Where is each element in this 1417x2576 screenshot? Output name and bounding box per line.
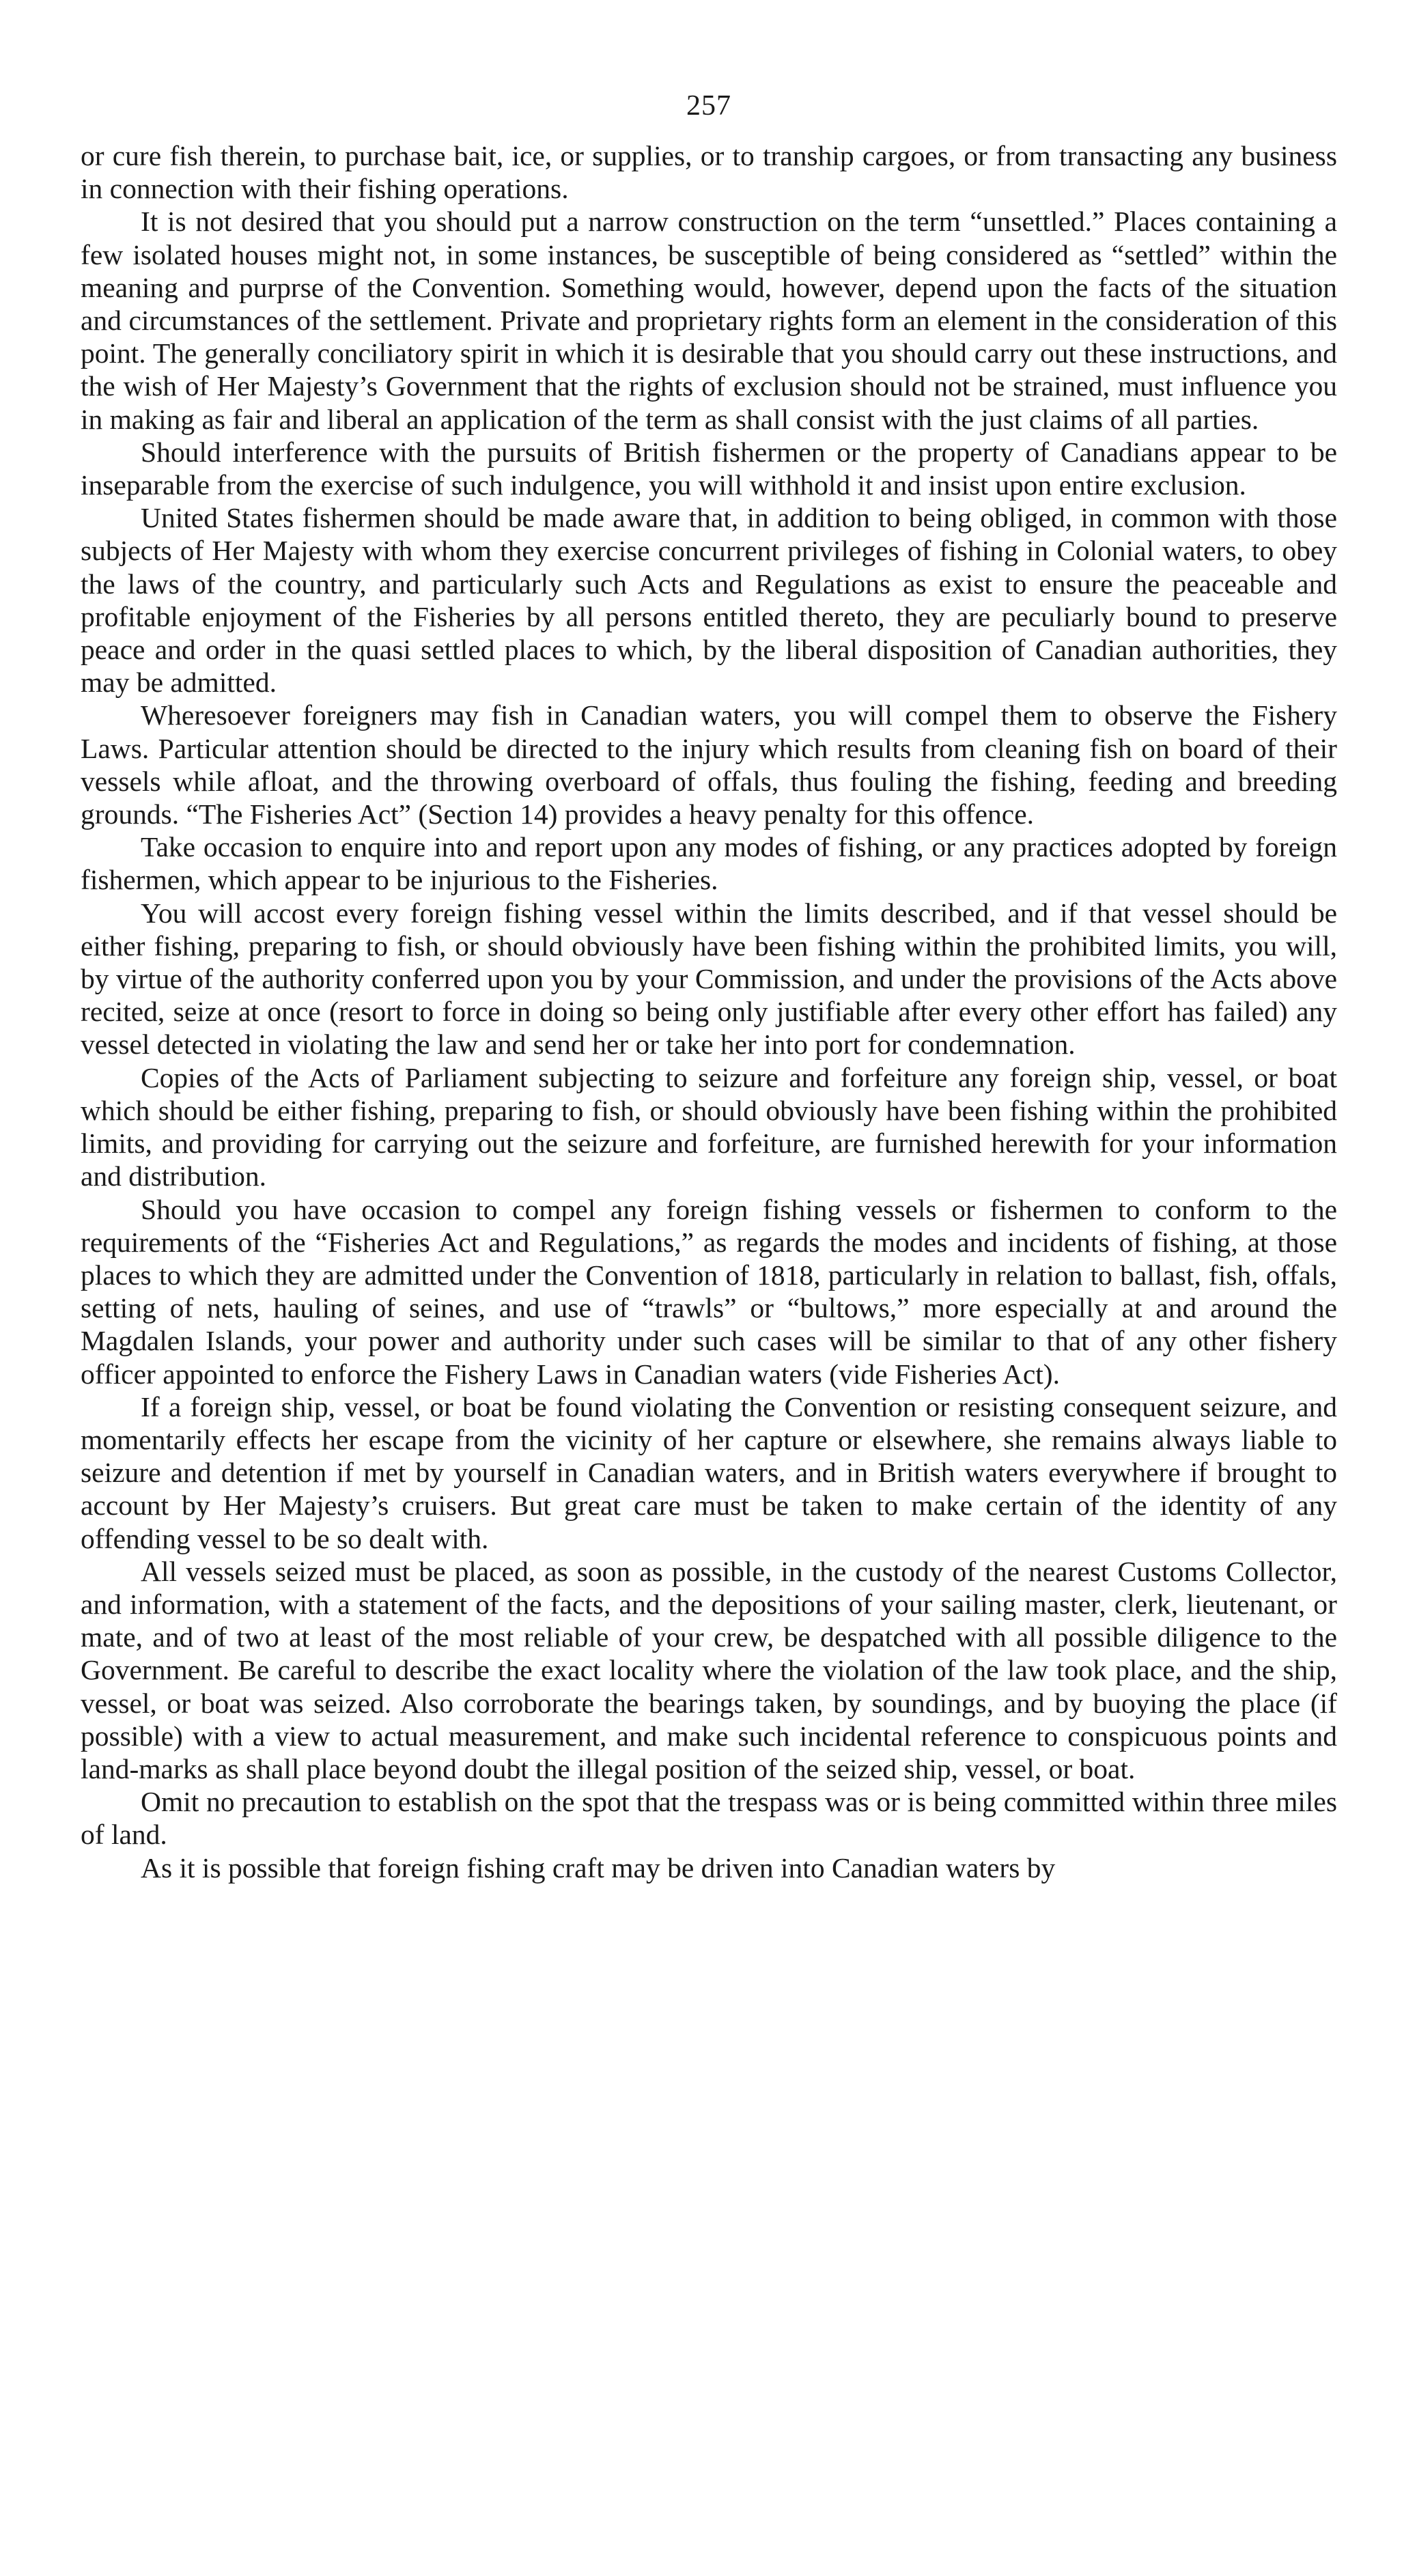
paragraph-3: Should interference with the pursuits of British fishermen or the property of Canadians appear to be inseparable from the exercise of such indulgence, you will withhold it and insist upon entire exclusion. bbox=[81, 436, 1337, 501]
paragraph-13: As it is possible that foreign fishing craft may be driven into Canadian waters by bbox=[141, 1851, 1056, 1884]
document-page bbox=[81, 89, 1337, 1884]
paragraph-10: If a foreign ship, vessel, or boat be found violating the Convention or resisting consequent seizure, and momentarily effects her escape from the vicinity of her capture or elsewhere, she remains always liable to seizure and detention if met by yourself in Canadian waters, and in British waters everywhere if brought to account by Her Majesty’s cruisers. But great care must be taken to make certain of the identity of any offending vessel to be so dealt with. bbox=[81, 1390, 1337, 1554]
paragraph-2: It is not desired that you should put a narrow construction on the term “unsettled.” Places containing a few isolated houses might not, in some instances, be susceptible of being considered as “settled” within the meaning and purprse of the Convention. Something would, however, depend upon the facts of the situation and circumstances of the settlement. Private and proprietary rights form an element in the consideration of this point. The generally conciliatory spirit in which it is desirable that you should carry out these instructions, and the wish of Her Majesty’s Government that the rights of exclusion should not be strained, must influence you in making as fair and liberal an application of the term as shall consist with the just claims of all parties. bbox=[81, 206, 1337, 435]
paragraph-9: Should you have occasion to compel any foreign fishing vessels or fishermen to conform to the requirements of the “Fisheries Act and Regulations,” as regards the modes and incidents of fishing, at those places to which they are admitted under the Convention of 1818, particularly in relation to ballast, fish, offals, setting of nets, hauling of seines, and use of “trawls” or “bultows,” more especially at and around the Magdalen Islands, your power and authority under such cases will be similar to that of any other fishery officer appointed to enforce the Fishery Laws in Canadian waters (vide Fisheries Act). bbox=[81, 1193, 1337, 1390]
paragraph-1: or cure fish therein, to purchase bait, ice, or supplies, or to tranship cargoes, or from transacting any business in connection with their fishing operations. bbox=[81, 140, 1337, 205]
paragraph-12: Omit no precaution to establish on the spot that the trespass was or is being committed within three miles of land. bbox=[81, 1786, 1337, 1851]
paragraph-11: All vessels seized must be placed, as soon as possible, in the custody of the nearest Customs Collector, and information, with a statement of the facts, and the depositions of your sailing master, clerk, lieutenant, or mate, and of two at least of the most reliable of your crew, be despatched with all possible diligence to the Government. Be careful to describe the exact locality where the violation of the law took place, and the ship, vessel, or boat was seized. Also corroborate the bearings taken, by soundings, and by buoying the place (if possible) with a view to actual measurement, and make such incidental reference to conspicuous points and land-marks as shall place beyond doubt the illegal position of the seized ship, vessel, or boat. bbox=[81, 1555, 1337, 1784]
paragraph-7: You will accost every foreign fishing vessel within the limits described, and if that vessel should be either fishing, preparing to fish, or should obviously have been fishing within the prohibited limits, you will, by virtue of the authority conferred upon you by your Commission, and under the provisions of the Acts above recited, seize at once (resort to force in doing so being only justifiable after every other effort has failed) any vessel detected in violating the law and send her or take her into port for condemnation. bbox=[81, 897, 1337, 1061]
paragraph-6: Take occasion to enquire into and report upon any modes of fishing, or any practices adopted by foreign fishermen, which appear to be injurious to the Fisheries. bbox=[81, 831, 1337, 896]
page-number: 257 bbox=[686, 90, 731, 122]
paragraph-4: United States fishermen should be made aware that, in addition to being obliged, in common with those subjects of Her Majesty with whom they exercise concurrent privileges of fishing in Colonial waters, to obey the laws of the country, and particularly such Acts and Regulations as exist to ensure the peaceable and profitable enjoyment of the Fisheries by all persons entitled thereto, they are peculiarly bound to preserve peace and order in the quasi settled places to which, by the liberal disposition of Canadian authorities, they may be admitted. bbox=[81, 502, 1337, 699]
paragraph-5: Wheresoever foreigners may fish in Canadian waters, you will compel them to observe the Fishery Laws. Particular attention should be directed to the injury which results from cleaning fish on board of their vessels while afloat, and the throwing overboard of offals, thus fouling the fishing, feeding and breeding grounds. “The Fisheries Act” (Section 14) provides a heavy penalty for this offence. bbox=[81, 699, 1337, 830]
paragraph-8: Copies of the Acts of Parliament subjecting to seizure and forfeiture any foreign ship, vessel, or boat which should be either fishing, preparing to fish, or should obviously have been fishing within the prohibited limits, and providing for carrying out the seizure and forfeiture, are furnished herewith for your information and distribution. bbox=[81, 1061, 1337, 1192]
